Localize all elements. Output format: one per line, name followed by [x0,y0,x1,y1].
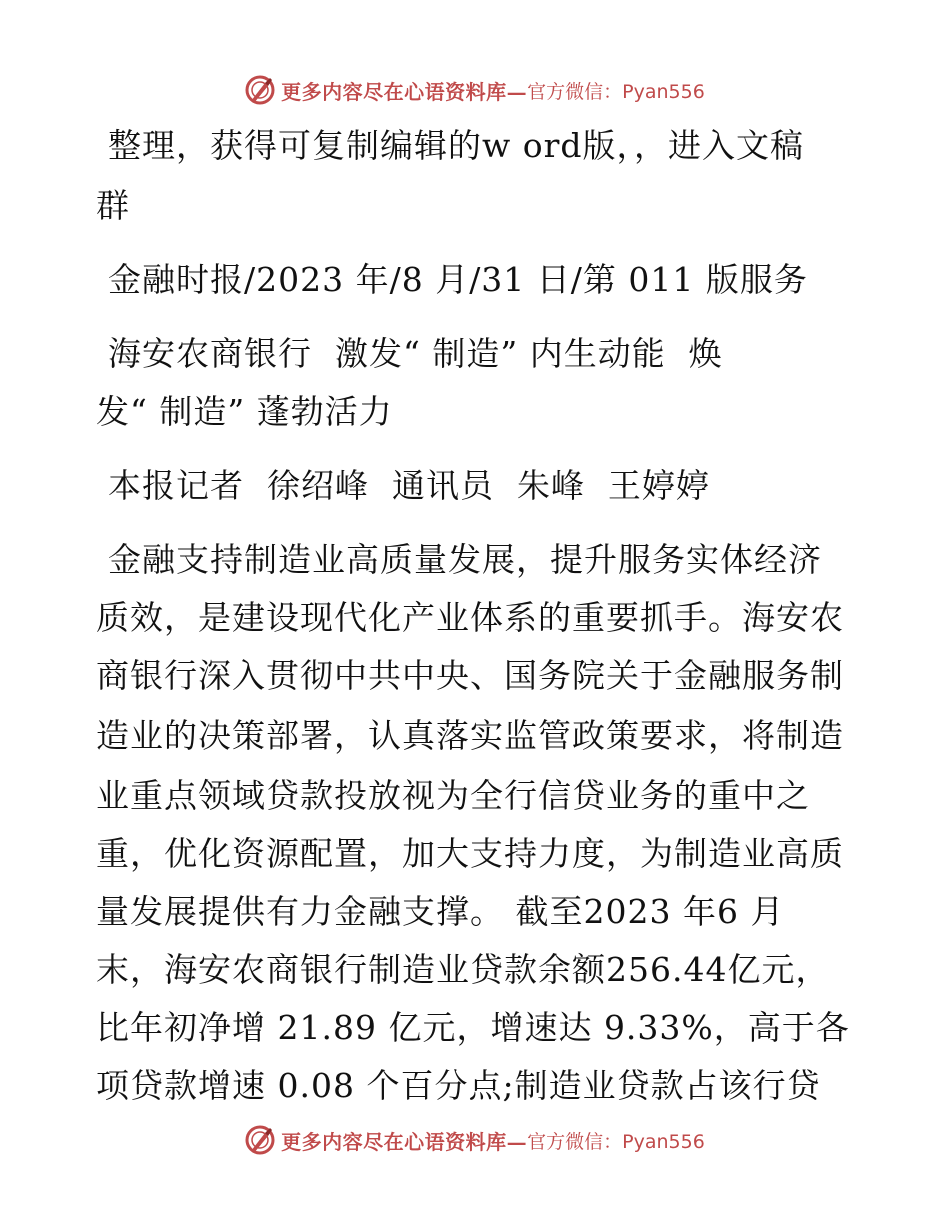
doc-line-para-8: 末，海安农商银行制造业贷款余额256.44亿元， [96,950,830,989]
doc-line-para-9: 比年初净增 21.89 亿元，增速达 9.33%，高于各 [96,1008,850,1047]
doc-line-byline: 本报记者 徐绍峰 通讯员 朱峰 王婷婷 [108,466,710,505]
doc-line-2: 群 [96,186,130,225]
banner-brand-text: 更多内容尽在心语资料库— [281,1129,528,1154]
doc-line-1: 整理，获得可复制编辑的w ord版，，进入文稿 [108,126,805,165]
doc-line-para-10: 项贷款增速 0.08 个百分点;制造业贷款占该行贷 [96,1066,821,1105]
doc-line-para-1: 金融支持制造业高质量发展，提升服务实体经济 [108,540,822,579]
doc-line-source: 金融时报/2023 年/8 月/31 日/第 011 版服务 [108,260,808,299]
doc-line-headline-2: 发“ 制造” 蓬勃活力 [96,392,393,431]
doc-line-para-6: 重，优化资源配置，加大支持力度，为制造业高质 [96,834,844,873]
footer-banner [0,1120,950,1160]
doc-line-para-4: 造业的决策部署，认真落实监管政策要求，将制造 [96,716,844,755]
doc-line-headline-1: 海安农商银行 激发“ 制造” 内生动能 焕 [108,334,723,373]
banner-wechat-text: 官方微信：Pyan556 [527,80,705,103]
doc-line-para-7: 量发展提供有力金融支撑。 截至2023 年6 月 [96,892,785,931]
doc-line-para-5: 业重点领域贷款投放视为全行信贷业务的重中之 [96,776,810,815]
pen-logo-icon [245,75,275,105]
doc-line-para-2: 质效，是建设现代化产业体系的重要抓手。海安农 [96,598,844,637]
banner-brand-text: 更多内容尽在心语资料库— [281,79,528,104]
doc-line-para-3: 商银行深入贯彻中共中央、国务院关于金融服务制 [96,656,844,695]
banner-wechat-text: 官方微信：Pyan556 [527,1130,705,1153]
header-banner [0,70,950,110]
pen-logo-icon [245,1125,275,1155]
